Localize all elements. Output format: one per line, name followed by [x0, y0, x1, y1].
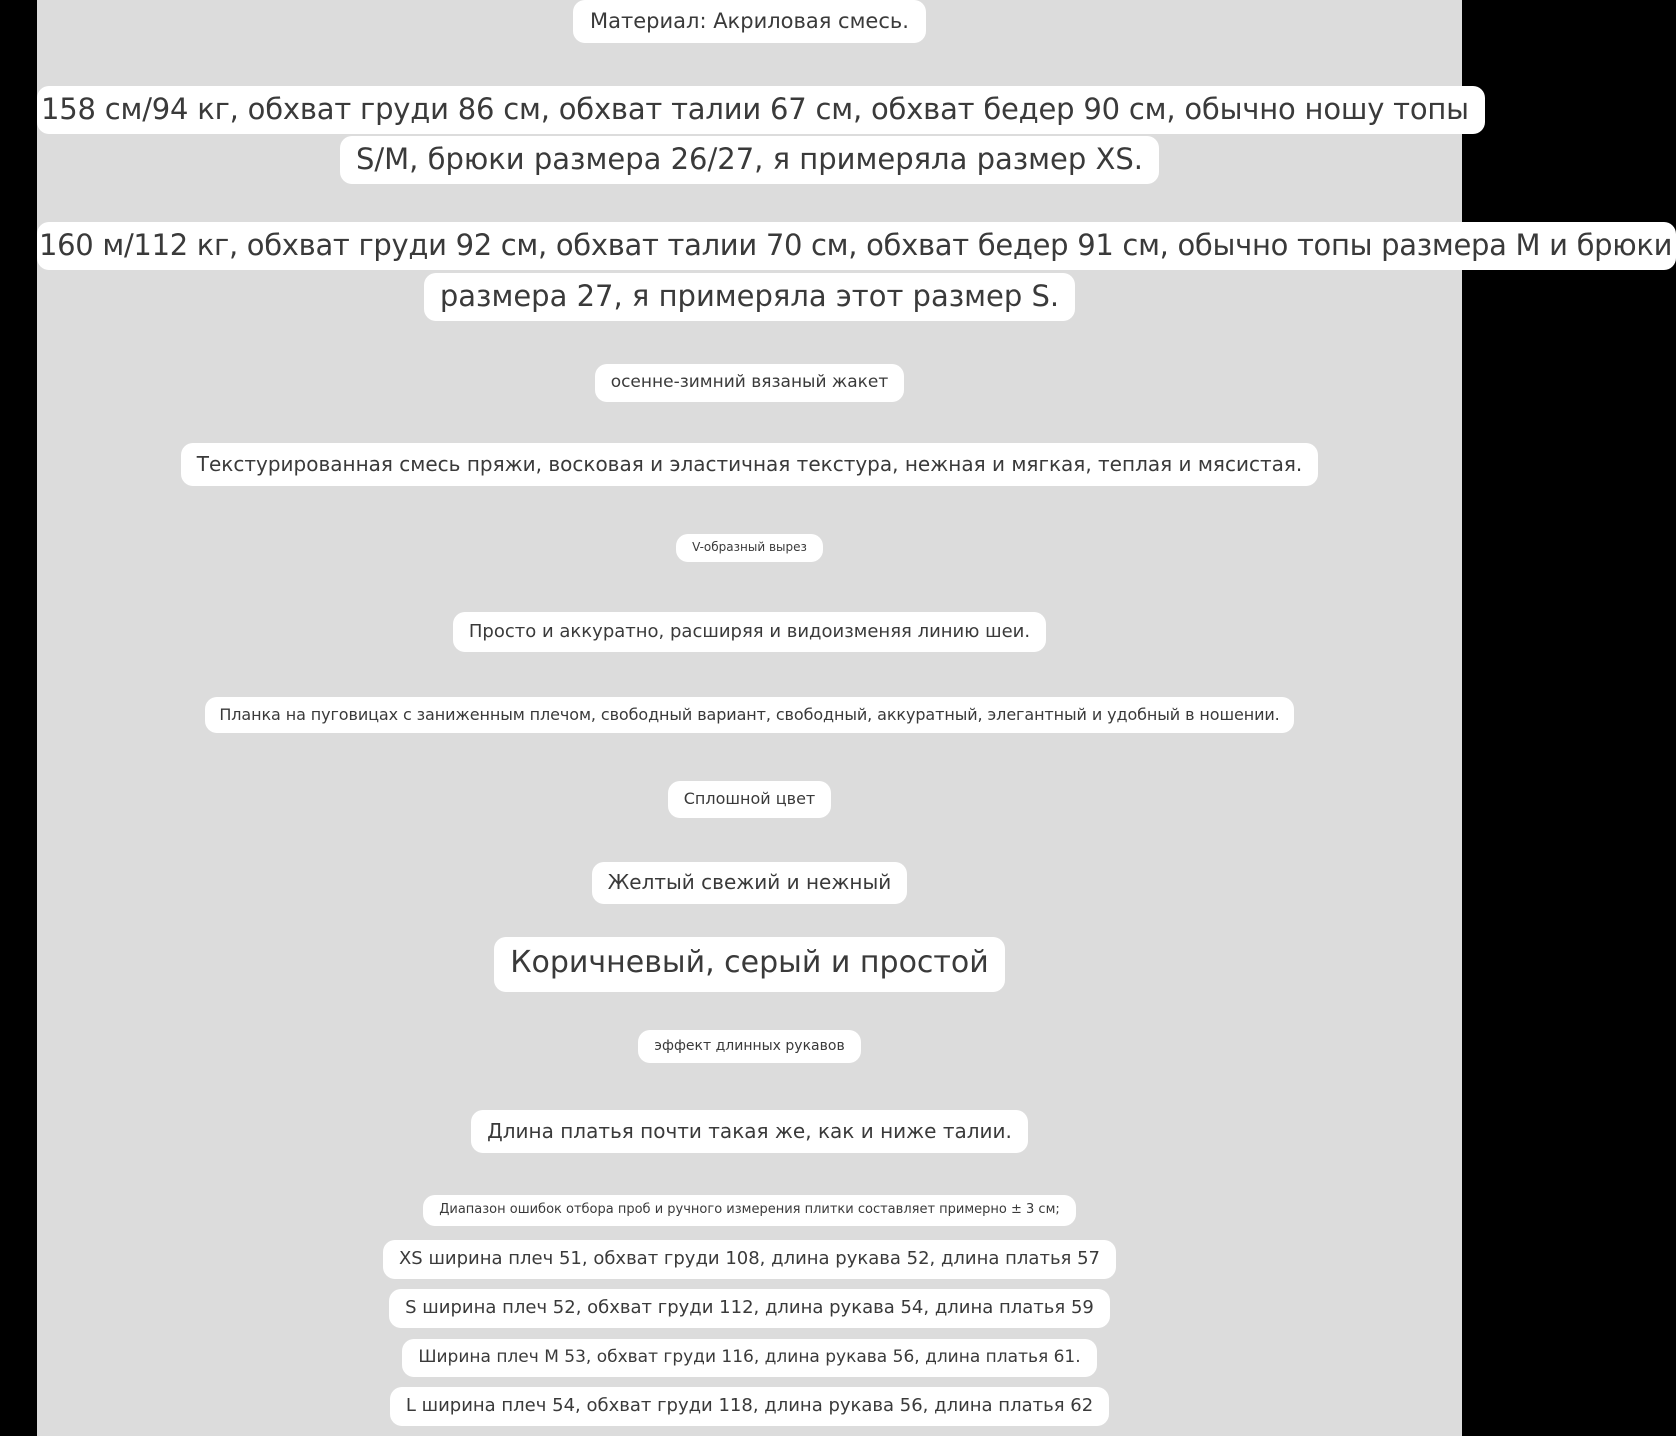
- brown-row: [37, 937, 1462, 992]
- texture-row: [37, 443, 1462, 486]
- model1-text-line2: S/M, брюки размера 26/27, я примеряла размер XS.: [340, 136, 1159, 184]
- model2-text-line2: размера 27, я примеряла этот размер S.: [424, 273, 1075, 321]
- texture-text: Текстурированная смесь пряжи, восковая и эластичная текстура, нежная и мягкая, теплая и мясистая.: [181, 443, 1319, 486]
- vneck-text: V-образный вырез: [676, 534, 823, 562]
- size-s-row: [37, 1289, 1462, 1328]
- model1-line2-row: [37, 136, 1462, 184]
- long-sleeve-row: [37, 1030, 1462, 1063]
- placket-row: [37, 697, 1462, 733]
- material-text: Материал: Акриловая смесь.: [573, 0, 926, 43]
- yellow-row: [37, 862, 1462, 904]
- model2-line2-row: [37, 273, 1462, 321]
- placket-text: Планка на пуговицах с заниженным плечом, свободный вариант, свободный, аккуратный, элегантный и удобный в ношении.: [205, 697, 1293, 733]
- size-s-text: S ширина плеч 52, обхват груди 112, длина рукава 54, длина платья 59: [389, 1289, 1110, 1328]
- size-xs-row: [37, 1240, 1462, 1279]
- dress-length-text: Длина платья почти такая же, как и ниже талии.: [471, 1110, 1028, 1153]
- vneck-row: [37, 534, 1462, 562]
- size-l-row: [37, 1387, 1462, 1426]
- size-m-text: Ширина плеч M 53, обхват груди 116, длина рукава 56, длина платья 61.: [402, 1339, 1096, 1377]
- model1-text-line1: 158 см/94 кг, обхват груди 86 см, обхват талии 67 см, обхват бедер 90 см, обычно ношу топы: [37, 86, 1485, 134]
- model2-line1-row: [37, 222, 1673, 270]
- model2-text-line1: 160 м/112 кг, обхват груди 92 см, обхват талии 70 см, обхват бедер 91 см, обычно топы размера M и брюки: [37, 222, 1676, 270]
- jacket-text: осенне-зимний вязаный жакет: [595, 364, 905, 402]
- size-m-row: [37, 1339, 1462, 1377]
- jacket-row: [37, 364, 1462, 402]
- solid-color-text: Сплошной цвет: [668, 781, 832, 818]
- neckline-row: [37, 612, 1462, 652]
- size-l-text: L ширина плеч 54, обхват груди 118, длина рукава 56, длина платья 62: [390, 1387, 1109, 1426]
- material-row: [37, 0, 1462, 43]
- error-note-row: [37, 1195, 1462, 1226]
- yellow-text: Желтый свежий и нежный: [592, 862, 908, 904]
- long-sleeve-text: эффект длинных рукавов: [638, 1030, 860, 1063]
- brown-text: Коричневый, серый и простой: [494, 937, 1005, 992]
- product-description-canvas: [37, 0, 1673, 1436]
- neckline-text: Просто и аккуратно, расширяя и видоизменяя линию шеи.: [453, 612, 1046, 652]
- size-xs-text: XS ширина плеч 51, обхват груди 108, длина рукава 52, длина платья 57: [383, 1240, 1116, 1279]
- error-note-text: Диапазон ошибок отбора проб и ручного измерения плитки составляет примерно ± 3 см;: [423, 1195, 1076, 1226]
- solid-color-row: [37, 781, 1462, 818]
- model1-line1-row: [37, 86, 1469, 134]
- dress-length-row: [37, 1110, 1462, 1153]
